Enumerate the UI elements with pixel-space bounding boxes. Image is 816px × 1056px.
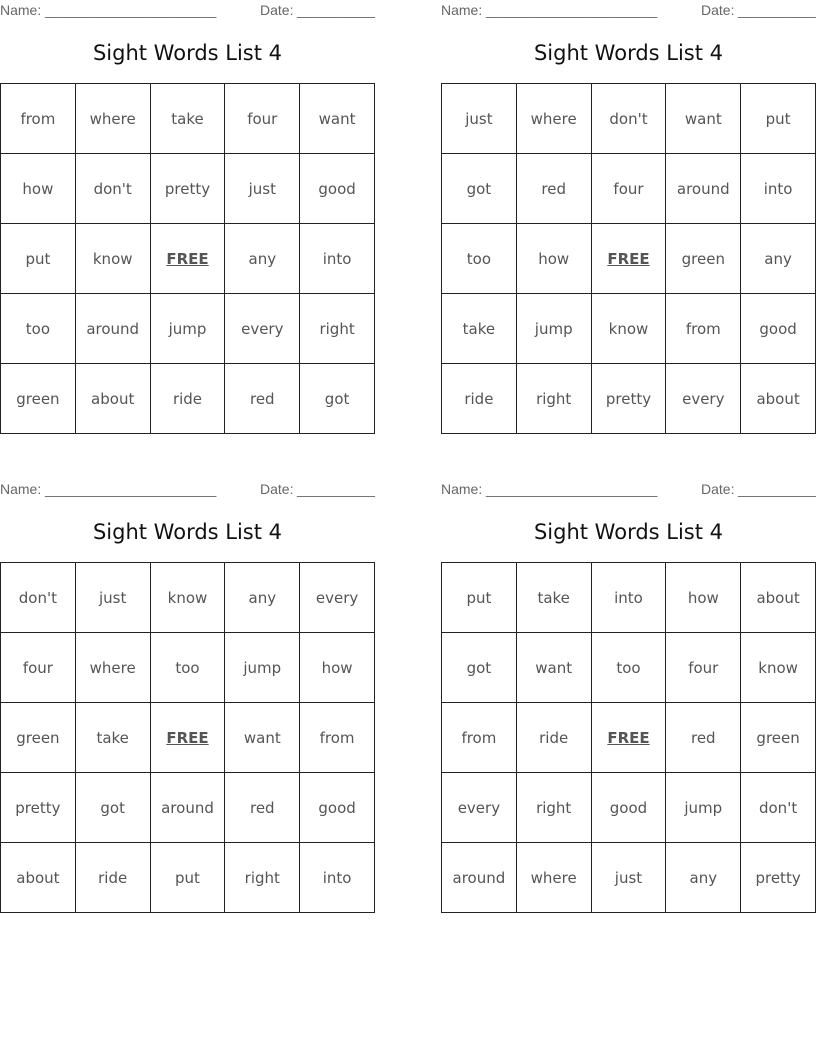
bingo-card xyxy=(441,0,816,435)
word-cell: pretty xyxy=(151,154,226,224)
date-blank-line: __________ xyxy=(738,2,816,18)
word-cell: right xyxy=(517,364,592,434)
word-cell: from xyxy=(442,703,517,773)
date-label: Date: xyxy=(701,481,735,497)
word-cell: where xyxy=(517,843,592,913)
word-cell: green xyxy=(741,703,816,773)
word-cell: how xyxy=(517,224,592,294)
word-cell: every xyxy=(225,294,300,364)
word-cell: know xyxy=(76,224,151,294)
word-cell: put xyxy=(1,224,76,294)
name-blank-line: ______________________ xyxy=(45,481,217,497)
date-blank-line: __________ xyxy=(297,2,375,18)
word-cell: red xyxy=(666,703,741,773)
date-label: Date: xyxy=(260,481,294,497)
word-cell: how xyxy=(1,154,76,224)
word-cell: want xyxy=(225,703,300,773)
bingo-card xyxy=(0,0,375,435)
word-cell: pretty xyxy=(592,364,667,434)
word-cell: good xyxy=(592,773,667,843)
word-cell: ride xyxy=(76,843,151,913)
word-cell: where xyxy=(76,633,151,703)
word-cell: any xyxy=(741,224,816,294)
word-cell: good xyxy=(741,294,816,364)
word-cell: jump xyxy=(517,294,592,364)
word-cell: around xyxy=(76,294,151,364)
word-cell: take xyxy=(442,294,517,364)
free-space-cell: FREE xyxy=(592,703,667,773)
word-cell: green xyxy=(666,224,741,294)
word-cell: don't xyxy=(592,84,667,154)
word-cell: too xyxy=(442,224,517,294)
word-cell: into xyxy=(300,224,375,294)
word-cell: take xyxy=(517,563,592,633)
bingo-grid xyxy=(441,562,816,913)
name-label: Name: xyxy=(441,2,483,18)
word-cell: right xyxy=(225,843,300,913)
card-title: Sight Words List 4 xyxy=(92,41,283,65)
word-cell: into xyxy=(741,154,816,224)
free-space-cell: FREE xyxy=(592,224,667,294)
name-label: Name: xyxy=(0,2,42,18)
word-cell: take xyxy=(76,703,151,773)
word-cell: want xyxy=(666,84,741,154)
word-cell: green xyxy=(1,703,76,773)
word-cell: don't xyxy=(741,773,816,843)
free-space-cell: FREE xyxy=(151,703,226,773)
word-cell: want xyxy=(517,633,592,703)
word-cell: good xyxy=(300,773,375,843)
name-blank-line: ______________________ xyxy=(486,2,658,18)
word-cell: too xyxy=(151,633,226,703)
word-cell: don't xyxy=(76,154,151,224)
word-cell: how xyxy=(666,563,741,633)
word-cell: jump xyxy=(225,633,300,703)
bingo-grid xyxy=(0,562,375,913)
word-cell: take xyxy=(151,84,226,154)
card-title: Sight Words List 4 xyxy=(92,520,283,544)
word-cell: any xyxy=(666,843,741,913)
word-cell: put xyxy=(741,84,816,154)
word-cell: right xyxy=(300,294,375,364)
word-cell: green xyxy=(1,364,76,434)
word-cell: where xyxy=(76,84,151,154)
bingo-grid xyxy=(441,83,816,434)
word-cell: red xyxy=(517,154,592,224)
word-cell: from xyxy=(1,84,76,154)
name-date-header xyxy=(0,0,375,22)
word-cell: around xyxy=(151,773,226,843)
word-cell: pretty xyxy=(741,843,816,913)
word-cell: red xyxy=(225,773,300,843)
bingo-card xyxy=(0,479,375,914)
date-label: Date: xyxy=(260,2,294,18)
word-cell: want xyxy=(300,84,375,154)
word-cell: around xyxy=(442,843,517,913)
word-cell: how xyxy=(300,633,375,703)
name-label: Name: xyxy=(0,481,42,497)
date-blank-line: __________ xyxy=(297,481,375,497)
word-cell: four xyxy=(225,84,300,154)
word-cell: every xyxy=(300,563,375,633)
date-blank-line: __________ xyxy=(738,481,816,497)
word-cell: got xyxy=(442,154,517,224)
word-cell: know xyxy=(592,294,667,364)
bingo-grid xyxy=(0,83,375,434)
word-cell: from xyxy=(300,703,375,773)
word-cell: too xyxy=(1,294,76,364)
date-label: Date: xyxy=(701,2,735,18)
word-cell: just xyxy=(225,154,300,224)
word-cell: just xyxy=(76,563,151,633)
word-cell: just xyxy=(592,843,667,913)
word-cell: too xyxy=(592,633,667,703)
word-cell: where xyxy=(517,84,592,154)
word-cell: any xyxy=(225,224,300,294)
word-cell: every xyxy=(666,364,741,434)
word-cell: pretty xyxy=(1,773,76,843)
word-cell: got xyxy=(76,773,151,843)
word-cell: into xyxy=(592,563,667,633)
word-cell: ride xyxy=(517,703,592,773)
word-cell: got xyxy=(300,364,375,434)
name-date-header xyxy=(441,479,816,501)
word-cell: know xyxy=(741,633,816,703)
name-date-header xyxy=(0,479,375,501)
word-cell: red xyxy=(225,364,300,434)
word-cell: into xyxy=(300,843,375,913)
card-title: Sight Words List 4 xyxy=(533,41,724,65)
free-space-cell: FREE xyxy=(151,224,226,294)
name-blank-line: ______________________ xyxy=(45,2,217,18)
word-cell: four xyxy=(666,633,741,703)
word-cell: ride xyxy=(151,364,226,434)
name-label: Name: xyxy=(441,481,483,497)
word-cell: know xyxy=(151,563,226,633)
word-cell: don't xyxy=(1,563,76,633)
word-cell: four xyxy=(1,633,76,703)
word-cell: right xyxy=(517,773,592,843)
word-cell: ride xyxy=(442,364,517,434)
name-blank-line: ______________________ xyxy=(486,481,658,497)
word-cell: jump xyxy=(151,294,226,364)
name-date-header xyxy=(441,0,816,22)
word-cell: every xyxy=(442,773,517,843)
word-cell: got xyxy=(442,633,517,703)
word-cell: put xyxy=(151,843,226,913)
word-cell: four xyxy=(592,154,667,224)
word-cell: good xyxy=(300,154,375,224)
word-cell: put xyxy=(442,563,517,633)
word-cell: about xyxy=(76,364,151,434)
word-cell: about xyxy=(741,563,816,633)
word-cell: about xyxy=(741,364,816,434)
word-cell: jump xyxy=(666,773,741,843)
word-cell: any xyxy=(225,563,300,633)
bingo-card xyxy=(441,479,816,914)
word-cell: just xyxy=(442,84,517,154)
word-cell: about xyxy=(1,843,76,913)
card-title: Sight Words List 4 xyxy=(533,520,724,544)
word-cell: from xyxy=(666,294,741,364)
word-cell: around xyxy=(666,154,741,224)
